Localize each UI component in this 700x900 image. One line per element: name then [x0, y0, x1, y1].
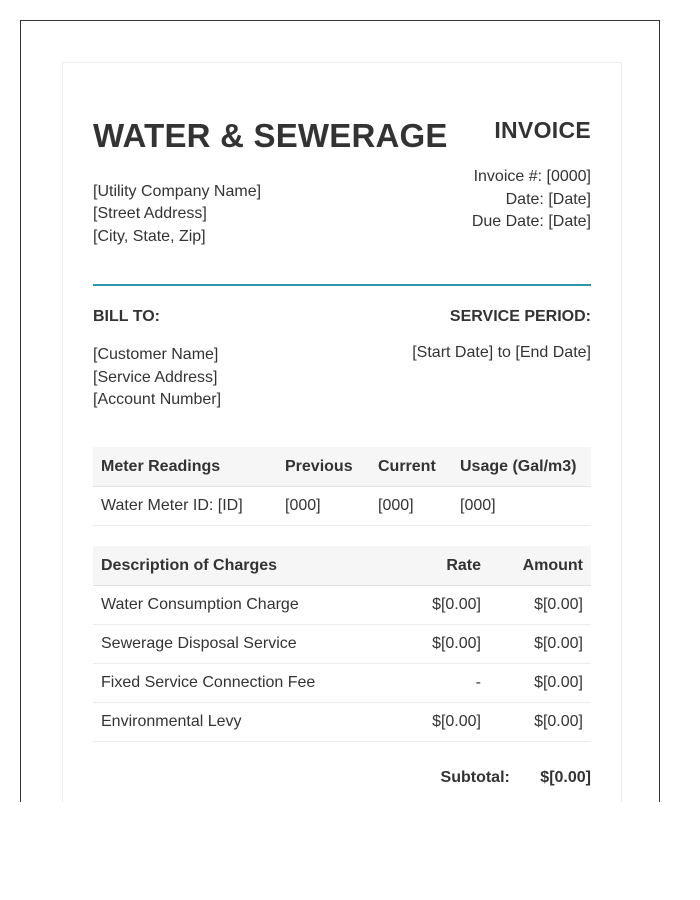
previous-reading-cell: [000] [277, 487, 370, 526]
header-rate: Rate [387, 546, 489, 586]
header-current: Current [370, 447, 452, 487]
charge-description: Environmental Levy [93, 703, 387, 742]
table-row [93, 586, 591, 625]
company-name: [Utility Company Name] [93, 183, 262, 200]
table-row [93, 487, 591, 526]
header-usage: Usage (Gal/m3) [452, 447, 591, 487]
company-city: [City, State, Zip] [93, 227, 206, 245]
service-period-label: SERVICE PERIOD: [449, 308, 591, 325]
usage-cell: [000] [452, 487, 591, 526]
header-description: Description of Charges [93, 546, 387, 586]
subtotal-label: Subtotal: [440, 769, 510, 786]
service-period-value: [Start Date] to [End Date] [412, 344, 591, 361]
charges-table [93, 546, 591, 742]
accent-divider [93, 284, 591, 286]
bill-to-block [93, 344, 221, 412]
company-title: WATER & SEWERAGE [93, 117, 448, 154]
meter-readings-table [93, 447, 591, 526]
charge-amount: $[0.00] [489, 625, 591, 664]
charge-rate: $[0.00] [387, 703, 489, 742]
charge-description: Sewerage Disposal Service [93, 625, 387, 664]
header-meter-readings: Meter Readings [93, 447, 277, 487]
document-frame [20, 20, 660, 802]
table-row [93, 664, 591, 703]
charge-amount: $[0.00] [489, 586, 591, 625]
invoice-due-date: Due Date: [Date] [471, 213, 591, 230]
account-number: [Account Number] [93, 391, 222, 408]
meter-id-cell: Water Meter ID: [ID] [93, 487, 277, 526]
invoice-date: Date: [Date] [505, 190, 591, 208]
table-row [93, 625, 591, 664]
charge-description: Water Consumption Charge [93, 586, 387, 625]
company-street: [Street Address] [93, 205, 207, 223]
charge-amount: $[0.00] [489, 703, 591, 742]
header-amount: Amount [489, 546, 591, 586]
subtotal-value: $[0.00] [540, 769, 591, 786]
invoice-meta-block [472, 166, 591, 234]
invoice-sheet [62, 62, 622, 802]
charge-rate: $[0.00] [387, 625, 489, 664]
charge-amount: $[0.00] [489, 664, 591, 703]
company-address-block [93, 181, 261, 248]
bill-to-label: BILL TO: [93, 308, 160, 325]
customer-name: [Customer Name] [93, 346, 219, 363]
header-previous: Previous [277, 447, 370, 487]
table-header-row [93, 546, 591, 586]
service-address: [Service Address] [93, 368, 218, 386]
subtotal-row [441, 769, 591, 787]
invoice-number: Invoice #: [0000] [473, 168, 591, 185]
charge-rate: - [387, 664, 489, 703]
charge-description: Fixed Service Connection Fee [93, 664, 387, 703]
invoice-title: INVOICE [494, 117, 591, 143]
table-row [93, 703, 591, 742]
current-reading-cell: [000] [370, 487, 452, 526]
charge-rate: $[0.00] [387, 586, 489, 625]
table-header-row [93, 447, 591, 487]
